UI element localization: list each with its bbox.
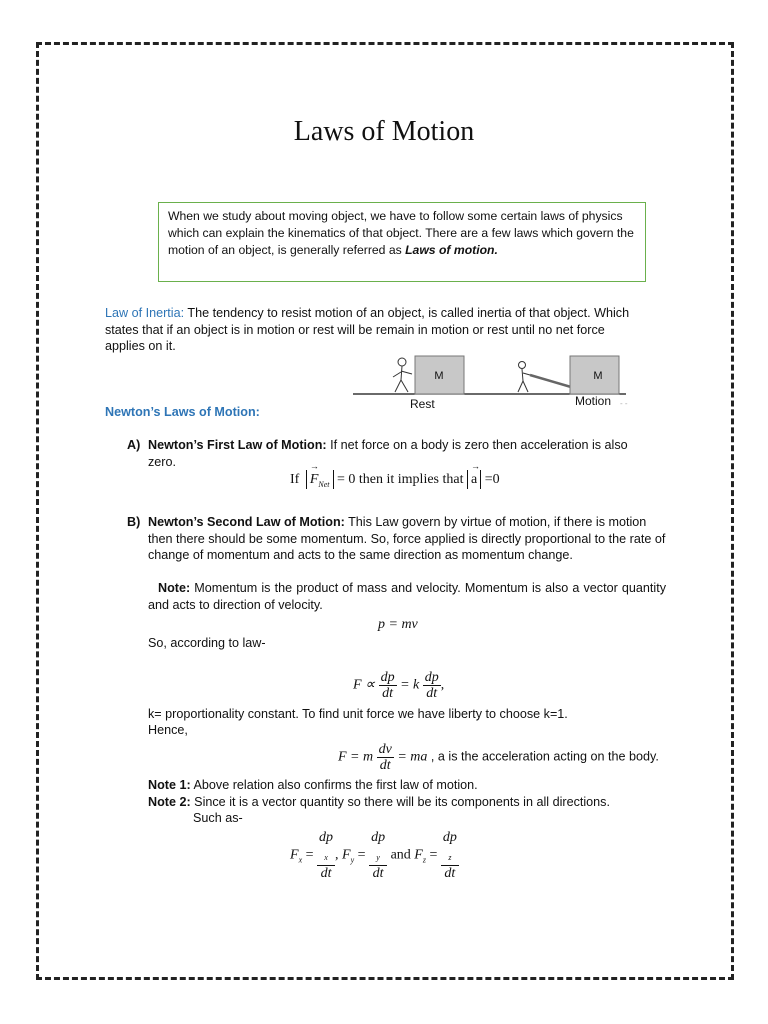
- mass-label-motion: M: [593, 370, 603, 382]
- motion-dots: - -: [620, 399, 628, 408]
- eq4-sx: x: [324, 852, 328, 862]
- intro-emphasis: Laws of motion.: [405, 243, 498, 257]
- eq4-dt-z: dt: [444, 865, 456, 881]
- hence-text: Hence,: [148, 723, 188, 737]
- eq2-num-2: dp: [424, 670, 439, 685]
- first-law-label: Newton’s First Law of Motion:: [148, 438, 327, 452]
- mass-label-rest: M: [434, 370, 444, 382]
- rope: [530, 375, 571, 387]
- eq4-num-x: [317, 830, 335, 866]
- intro-box: [158, 202, 646, 282]
- eq4-x: x: [298, 855, 303, 865]
- eq2-num: dp: [380, 670, 395, 685]
- first-law-equation: [290, 461, 500, 489]
- first-law-marker: A): [127, 438, 141, 452]
- momentum-equation: p = mv: [378, 617, 418, 632]
- eq3-den: dt: [379, 758, 391, 773]
- note1-paragraph: [148, 777, 478, 794]
- note2-label: Note 2:: [148, 795, 191, 809]
- eq3-num: dv: [378, 742, 392, 757]
- eq4-z: z: [422, 855, 426, 865]
- eq1-mid: = 0 then it implies that: [333, 472, 467, 487]
- eq1-end: =0: [481, 472, 500, 487]
- eq1-sub: Net: [318, 479, 330, 489]
- eq4-dt-x: dt: [320, 865, 332, 881]
- eq2-den: dt: [382, 686, 393, 701]
- eq3-comment: , a is the acceleration acting on the body.: [427, 749, 659, 764]
- k-text: k= proportionality constant. To find unit force we have liberty to choose k=1.: [148, 707, 568, 721]
- second-law-text: This Law govern by virtue of motion, if there is motion then there should be some momentum. So, force applied is directly proportional to the rate of change of momentum and acts to the same direction as momentum change.: [148, 515, 666, 563]
- eq4-dpy: dp: [371, 830, 386, 845]
- rest-label: Rest: [410, 397, 435, 411]
- stick-figure-rest: [393, 358, 412, 392]
- note2-paragraph: [148, 794, 610, 811]
- eq4-fz: F: [414, 847, 423, 863]
- newtons-heading: Newton’s Laws of Motion:: [105, 405, 260, 419]
- eq4-fx: F: [290, 847, 299, 863]
- note-label: Note:: [158, 581, 191, 595]
- note1-label: Note 1:: [148, 778, 191, 792]
- eq2-left: F ∝: [353, 677, 376, 693]
- intro-text: When we study about moving object, we have to follow some certain laws of physics which can explain the kinematics of that object. There are a few laws which govern the motion of an object, is generally referred as: [168, 209, 634, 257]
- eq4-and: and: [390, 847, 411, 863]
- such-as-text: Such as-: [193, 811, 243, 825]
- eq4-dt-y: dt: [372, 865, 384, 881]
- eq4-sy: y: [376, 852, 380, 862]
- eq1-F: F: [309, 472, 319, 487]
- eq3-fraction: [377, 742, 394, 773]
- inertia-text: The tendency to resist motion of an object, is called inertia of that object. Which states that if an object is in motion or rest will be remain in motion or rest until no net force applies on it.: [105, 306, 630, 354]
- second-law-paragraph: [148, 514, 666, 564]
- so-text: So, according to law-: [148, 636, 266, 650]
- eq4-y: y: [350, 855, 355, 865]
- eq2-mid: = k: [400, 677, 420, 693]
- note1-text: Above relation also confirms the first law of motion.: [190, 778, 478, 792]
- eq4-num-y: [369, 830, 387, 866]
- eq2-fraction: [379, 670, 397, 701]
- eq2-fraction-2: [423, 670, 441, 701]
- inertia-label: Law of Inertia:: [105, 306, 185, 320]
- note-text: Momentum is the product of mass and velocity. Momentum is also a vector quantity and acts to direction of velocity.: [148, 581, 666, 612]
- first-law-text: If net force on a body is zero then acceleration is also zero.: [148, 438, 628, 469]
- eq1-if: If: [290, 472, 300, 487]
- note2-text: Since it is a vector quantity so there will be its components in all directions.: [190, 795, 610, 809]
- eq1-acceleration: → a: [467, 470, 481, 489]
- eq4-frac-x: [317, 830, 335, 881]
- motion-label: Motion: [575, 394, 612, 408]
- eq1-net-force: → $F_{Net}$: [306, 470, 334, 489]
- eq1-a: a: [471, 472, 478, 487]
- eq4-frac-y: [369, 830, 387, 881]
- eq2-den-2: dt: [426, 686, 438, 701]
- proportionality-equation: [353, 670, 444, 701]
- second-law-marker: B): [127, 515, 141, 529]
- page-title: Laws of Motion: [293, 116, 475, 147]
- second-law-label: Newton’s Second Law of Motion:: [148, 515, 345, 529]
- force-equation: [338, 742, 659, 773]
- stick-figure-pulling: [518, 362, 530, 393]
- components-equation: $F_x$ = dp $_x$ dt , $F_y$ = dp $_y$ dt and $F_z$ = dp $_z$ dt: [290, 830, 457, 881]
- eq4-dpx: dp: [319, 830, 334, 845]
- inertia-paragraph: [105, 305, 635, 355]
- inertia-figure: [350, 350, 640, 412]
- eq4-num-z: [441, 830, 459, 866]
- eq4-sz: z: [448, 852, 452, 862]
- note-paragraph: [148, 580, 666, 613]
- eq2-end: ,: [440, 677, 445, 693]
- eq4-dpz: dp: [442, 830, 457, 845]
- eq4-frac-z: [441, 830, 459, 881]
- eq4-fy: F: [342, 847, 351, 863]
- first-law-paragraph: [148, 437, 658, 470]
- eq3-left: F = m: [338, 749, 374, 765]
- eq3-mid: = ma: [397, 749, 428, 765]
